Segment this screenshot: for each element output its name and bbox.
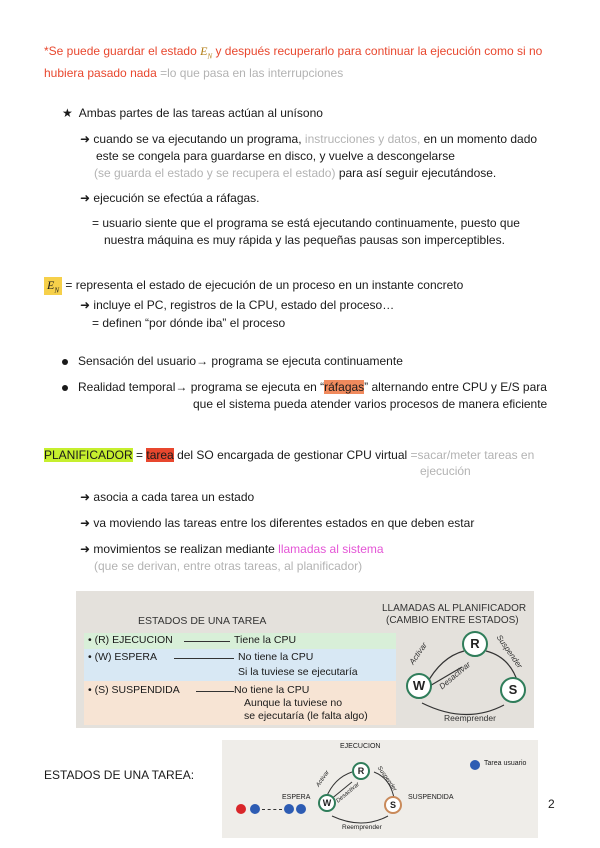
sub1-b: instrucciones y datos, [301,132,421,146]
arrow-icon: ➜ [80,516,91,530]
planificador-label: PLANIFICADOR [44,448,133,462]
fig2-label-suspender: Suspender [375,765,398,793]
estados-figure-2 [222,740,538,838]
bullet-2-line-2: que el sistema pueda atender varios procesos de manera eficiente [193,397,548,411]
rafagas-highlight: ráfagas [324,380,365,394]
estado-row-ejecucion [84,633,396,649]
intro-line-1 [44,44,542,60]
estado-row-suspendida [84,681,396,725]
planificador-eq: = [132,448,147,462]
estado-espera-label: • (W) ESPERA [88,651,158,663]
planificador-definition [44,448,534,462]
intro-line-1-b: y después recuperarlo para continuar la ejecución como si no [212,44,543,58]
fig2-suspendida: SUSPENDIDA [408,794,454,801]
label-desactivar: Desactivar [437,659,473,692]
figure2-caption: ESTADOS DE UNA TAREA: [44,768,195,782]
en-def-sub-b: = definen “por dónde iba” el proceso [92,316,286,330]
arrow-icon: ➜ [80,542,91,556]
fig2-label-reemprender: Reemprender [342,824,382,831]
fig2-node-w: W [318,794,336,812]
planificador-item-2-text: va moviendo las tareas entre los diferentes estados en que deben estar [93,516,475,530]
sub1-line-3 [94,166,496,180]
tarea-highlight: tarea [146,448,174,462]
planificador-rest: del SO encargada de gestionar CPU virtual [173,448,408,462]
task-dot-red [236,804,246,814]
task-dot-blue-2 [284,804,294,814]
estado-row-espera [84,649,396,681]
estado-espera-desc-2: Si la tuviese se ejecutaría [238,666,358,678]
intro-line-2-a: hubiera pasado nada [44,66,157,80]
arrow-icon: ➜ [80,490,91,504]
arrow-line [184,641,230,642]
task-dot-blue-3 [296,804,306,814]
bullet-2-a: Realidad temporal→ programa se ejecuta en “ [78,380,325,394]
fig2-espera: ESPERA [282,794,311,801]
fig2-label-activar: Activar [315,769,331,789]
sub2-eq-line-1: = usuario siente que el programa se está ejecutando continuamente, puesto que [92,216,520,230]
arrow-line [174,658,234,659]
star-icon: ★ [62,106,73,120]
llamadas-title-1: LLAMADAS AL PLANIFICADOR [382,603,527,614]
sub1-c: en un momento dado [420,132,538,146]
label-reemprender: Reemprender [444,713,496,723]
planificador-item-1 [80,490,254,504]
estado-suspendida-label: • (S) SUSPENDIDA [88,684,180,696]
planificador-item-1-text: asocia a cada tarea un estado [93,490,255,504]
en-def-text: = representa el estado de ejecución de un proceso en un instante concreto [62,278,464,292]
sub1-line3-grey: (se guarda el estado y se recupera el estado) [94,166,336,180]
fig2-node-r: R [352,762,370,780]
arrow-icon: ➜ [80,298,91,312]
planificador-grey-2: ejecución [420,464,471,478]
arrow-icon: ➜ [80,191,91,205]
task-dot-blue-1 [250,804,260,814]
bullet-1-text: Sensación del usuario→ programa se ejecuta continuamente [78,354,403,368]
planificador-item-3-grey: (que se derivan, entre otras tareas, al planificador) [94,559,363,573]
star-item [62,106,323,120]
sub2-eq-line-2: nuestra máquina es muy rápida y las pequeñas pausas son imperceptibles. [104,233,505,247]
bullet-1 [62,354,403,368]
bullet-2 [62,380,547,394]
planificador-grey-1: =sacar/meter tareas en [407,448,535,462]
sub1-a: cuando se va ejecutando un programa, [93,132,302,146]
fig2-label-desactivar: Desactivar [335,781,361,805]
estado-suspendida-desc-1: No tiene la CPU [234,684,310,696]
label-suspender: Suspender [494,633,525,670]
estado-suspendida-desc-2: Aunque la tuviese no [244,697,343,709]
planificador-item-3-a: movimientos se realizan mediante [93,542,279,556]
bullet-dot [62,359,68,365]
sub-item-2 [80,191,260,205]
intro-line-2 [44,66,343,80]
llamadas-title-2: (CAMBIO ENTRE ESTADOS) [386,615,519,626]
en-def-sub-a [80,298,394,312]
node-r: R [462,631,488,657]
sub2-text: ejecución se efectúa a ráfagas. [93,191,260,205]
estado-suspendida-desc-3: se ejecutaría (le falta algo) [244,710,368,722]
bullet-dot [62,385,68,391]
legend-dot [470,760,480,770]
fig2-ejecucion: EJECUCION [340,743,381,750]
en-definition [44,277,463,295]
dashed-connector [262,809,282,810]
intro-line-1-a: *Se puede guardar el estado [44,44,201,58]
planificador-item-2 [80,516,474,530]
sub1-line3-black: para así seguir ejecutándose. [335,166,497,180]
arrow-icon: ➜ [80,132,91,146]
estados-figure [76,591,534,728]
star-item-text: Ambas partes de las tareas actúan al unísono [78,106,323,120]
sub-item-1 [80,132,537,146]
estado-ejecucion-desc: Tiene la CPU [234,634,297,646]
llamadas-sistema-text: llamadas al sistema [278,542,384,556]
en-symbol: $E_N$ [200,44,213,61]
fig2-node-s: S [384,796,402,814]
sub1-line-2: este se congela para guardarse en disco, y vuelve a descongelarse [96,149,455,163]
label-activar: Activar [407,640,429,667]
estado-espera-desc-1: No tiene la CPU [238,651,314,663]
fig2-legend: Tarea usuario [484,760,527,767]
bullet-2-b: ” alternando entre CPU y E/S para [364,380,547,394]
en-def-sub-a-text: incluye el PC, registros de la CPU, estado del proceso… [93,298,395,312]
en-symbol-highlight: $E_N$ [44,277,62,295]
planificador-item-3 [80,542,384,556]
intro-line-2-b: =lo que pasa en las interrupciones [156,66,344,80]
node-w: W [406,673,432,699]
figure-title: ESTADOS DE UNA TAREA [138,615,267,627]
node-s: S [500,677,526,703]
page-number: 2 [548,797,555,811]
estado-ejecucion-label: • (R) EJECUCION [88,634,173,646]
arrow-line [196,691,234,692]
